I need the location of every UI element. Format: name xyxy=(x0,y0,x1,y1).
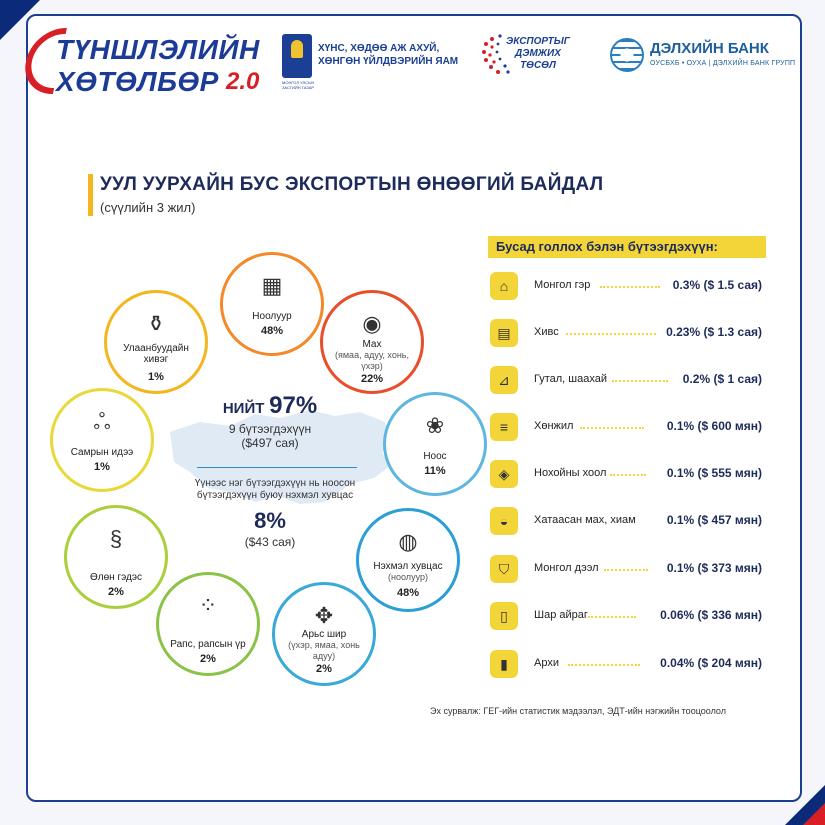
boot-icon: ⊿ xyxy=(490,366,518,394)
ministry-logo xyxy=(282,34,462,90)
grain-sack-icon: ⚱ xyxy=(146,311,166,336)
textile-description: Үүнээс нэг бүтээгдэхүүн нь ноосон бүтээгдэхүүн буюу нэхмэл хувцас xyxy=(194,478,356,501)
center-divider xyxy=(197,467,357,468)
circle-meat xyxy=(320,290,424,394)
beer-icon: ▯ xyxy=(490,602,518,630)
circle-percent: 1% xyxy=(94,461,110,473)
circle-percent: 2% xyxy=(108,586,124,598)
circle-label: Самрын идээ xyxy=(70,447,134,458)
carpet-icon: ▤ xyxy=(490,319,518,347)
circle-label: Арьс шир (үхэр, ямаа, хонь адуу) xyxy=(288,629,360,661)
title-accent-bar xyxy=(88,174,93,216)
total-amount: ($497 сая) xyxy=(241,436,299,450)
circle-nuts xyxy=(50,388,154,492)
yarn-icon: ◍ xyxy=(398,529,418,554)
center-description xyxy=(195,422,345,450)
nuts-icon: ஃ xyxy=(93,409,111,434)
page-subtitle: (сүүлийн 3 жил) xyxy=(100,200,196,215)
circle-percent: 1% xyxy=(148,371,164,383)
list-item: ⌂ Монгол гэр 0.3% ($ 1.5 сая) xyxy=(490,272,770,304)
list-item: ▮ Архи 0.04% ($ 204 мян) xyxy=(490,650,770,682)
page-title: УУЛ УУРХАЙН БУС ЭКСПОРТЫН ӨНӨӨГИЙ БАЙДАЛ xyxy=(100,174,604,195)
blanket-icon: ≡ xyxy=(490,413,518,441)
circle-label: Ноос xyxy=(423,451,447,462)
ministry-small-text: МОНГОЛ УЛСЫН ЗАСГИЙН ГАЗАР xyxy=(282,80,315,90)
world-bank-logo xyxy=(610,38,800,78)
sheep-icon: ❀ xyxy=(425,413,445,438)
program-title-line1: ТҮНШЛЭЛИЙН xyxy=(56,34,260,65)
list-item: ⊿ Гутал, шаахай 0.2% ($ 1 сая) xyxy=(490,366,770,398)
circle-knitwear xyxy=(356,508,460,612)
circle-percent: 2% xyxy=(200,653,216,665)
partnership-program-logo xyxy=(20,14,270,100)
world-bank-name: ДЭЛХИЙН БАНК xyxy=(650,40,769,57)
circle-label: Ноолуур xyxy=(252,311,292,322)
list-item: ◈ Нохойны хоол 0.1% ($ 555 мян) xyxy=(490,460,770,492)
circle-percent: 48% xyxy=(260,325,284,337)
ger-icon: ⌂ xyxy=(490,272,518,300)
circle-percent: 22% xyxy=(360,373,384,385)
state-emblem-icon xyxy=(282,34,312,78)
meat-icon: ◉ xyxy=(362,311,382,336)
product-count: 9 бүтээгдэхүүн xyxy=(228,422,312,436)
intestine-icon: § xyxy=(109,526,123,551)
vodka-icon: ▮ xyxy=(490,650,518,678)
list-item: ◒ Хатаасан мах, хиам 0.1% ($ 457 мян) xyxy=(490,507,770,539)
list-item: ≡ Хөнжил 0.1% ($ 600 мян) xyxy=(490,413,770,445)
circle-label: Рапс, рапсын үр xyxy=(170,639,246,650)
circle-rapeseed xyxy=(156,572,260,676)
export-project-text: ЭКСПОРТЫГ ДЭМЖИХ ТӨСӨЛ xyxy=(506,36,570,71)
circle-wool xyxy=(383,392,487,496)
list-item: ▤ Хивс 0.23% ($ 1.3 сая) xyxy=(490,319,770,351)
source-note: Эх сурвалж: ГЕГ-ийн статистик мэдээлэл, ЭДТ-ийн нэгжийн тооцоолол xyxy=(430,706,726,716)
circle-leather xyxy=(272,582,376,686)
textile-amount: ($43 сая) xyxy=(244,535,296,549)
ministry-name: ХҮНС, ХӨДӨӨ АЖ АХУЙ, ХӨНГӨН ҮЙЛДВЭРИЙН ЯАМ xyxy=(318,43,459,67)
other-products-heading: Бусад голлох бэлэн бүтээгдэхүүн: xyxy=(488,236,766,258)
globe-icon xyxy=(610,38,644,72)
export-project-logo xyxy=(478,30,588,82)
list-item: ⛉ Монгол дээл 0.1% ($ 373 мян) xyxy=(490,555,770,587)
program-title-line2: ХӨТӨЛБӨР xyxy=(56,66,219,97)
leather-icon: ✥ xyxy=(314,603,334,628)
circle-label: Мах (ямаа, адуу, хонь, үхэр) xyxy=(335,339,409,371)
corner-decoration-bottom-right-accent xyxy=(803,803,825,825)
dog-food-icon: ◈ xyxy=(490,460,518,488)
seeds-icon: ⁘ xyxy=(198,593,218,618)
total-label: НИЙТ xyxy=(222,400,265,417)
circle-casings xyxy=(64,505,168,609)
circle-percent: 2% xyxy=(316,663,332,675)
world-bank-sub: ОУСБХБ • ОУХА | ДЭЛХИЙН БАНК ГРУПП xyxy=(650,60,796,67)
circle-percent: 11% xyxy=(424,465,446,477)
cashmere-icon: ▦ xyxy=(261,273,283,298)
deel-icon: ⛉ xyxy=(490,555,518,583)
total-percent: 97% xyxy=(269,392,318,419)
list-item: ▯ Шар айраг 0.06% ($ 336 мян) xyxy=(490,602,770,634)
circle-label: Нэхмэл хувцас (ноолуур) xyxy=(373,561,443,582)
dried-meat-icon: ◒ xyxy=(490,507,518,535)
circle-cashmere xyxy=(220,252,324,356)
textile-percent: 8% xyxy=(254,508,286,533)
circle-label: Улаанбуудайн хивэг xyxy=(123,343,189,365)
circle-percent: 48% xyxy=(396,587,420,599)
program-version: 2.0 xyxy=(226,68,260,95)
circle-wheat-bran xyxy=(104,290,208,394)
center-total xyxy=(208,392,332,420)
circle-label: Өлөн гэдэс xyxy=(89,572,143,583)
